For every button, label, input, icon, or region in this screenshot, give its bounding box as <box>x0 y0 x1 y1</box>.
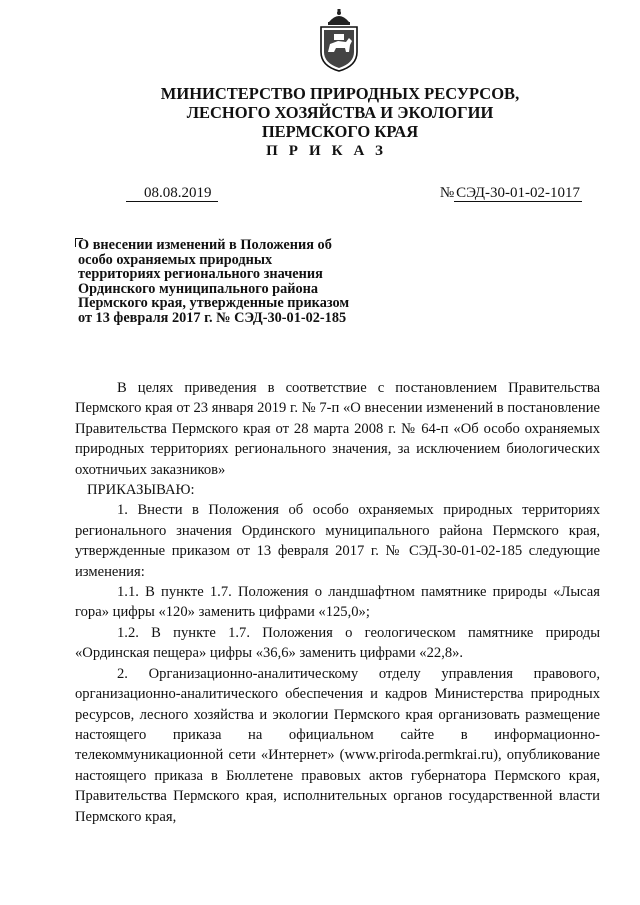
document-number <box>440 185 582 201</box>
coat-of-arms-emblem <box>316 8 362 72</box>
paragraph-item-1-1: 1.1. В пункте 1.7. Положения о ландшафтном памятнике природы «Лысая гора» цифры «120» заменить цифрами «125,0»; <box>75 584 600 621</box>
number-prefix: № <box>439 185 455 201</box>
document-date: 08.08.2019 <box>126 185 218 202</box>
document-body <box>75 378 600 827</box>
subject-corner-mark <box>75 238 83 247</box>
ministry-line-2: ЛЕСНОГО ХОЗЯЙСТВА И ЭКОЛОГИИ <box>186 103 494 122</box>
paragraph-item-1: 1. Внести в Положения об особо охраняемых природных территориях регионального значения Ординского муниципального района Пермского края, утвержденные приказом от 13 февраля 2017 г. № СЭД-30-01-02-185 следующие изменения: <box>75 502 600 580</box>
paragraph-order: ПРИКАЗЫВАЮ: <box>87 482 195 499</box>
paragraph-item-1-2: 1.2. В пункте 1.7. Положения о геологическом памятнике природы «Ординская пещера» цифры «36,6» заменить цифрами «22,8». <box>75 624 600 662</box>
paragraph-item-2: 2. Организационно-аналитическому отделу управления правового, организационно-аналитического обеспечения и кадров Министерства природных ресурсов, лесного хозяйства и экологии Пермского края организовать размещение настоящего приказа на официальном сайте в информационно-телекоммуникационной сети «Интернет» (www.priroda.permkrai.ru), опубликование настоящего приказа в Бюллетене правовых актов губернатора Пермского края, Правительства Пермского края, исполнительных органов государственной власти Пермского края, <box>75 665 600 825</box>
paragraph-preamble: В целях приведения в соответствие с постановлением Правительства Пермского края от 23 января 2019 г. № 7-п «О внесении изменений в постановление Правительства Пермского края от 28 марта 2008 г. № 64-п «Об особо охраняемых природных территориях регионального значения, за исключением биологических охотничьих заказников» <box>75 380 600 478</box>
document-subject <box>78 238 358 326</box>
number-value: СЭД-30-01-02-1017 <box>456 185 580 201</box>
document-type: ПРИКАЗ <box>266 143 394 159</box>
ministry-title <box>150 84 530 141</box>
subject-text: О внесении изменений в Положения об особо охраняемых природных территориях регионального значения Ординского муниципального района Пермского края, утвержденные приказом от 13 февраля 2017 г. № СЭД-30-01-02-185 <box>78 237 350 326</box>
ministry-line-1: МИНИСТЕРСТВО ПРИРОДНЫХ РЕСУРСОВ, <box>160 84 520 103</box>
ministry-line-3: ПЕРМСКОГО КРАЯ <box>261 122 419 141</box>
